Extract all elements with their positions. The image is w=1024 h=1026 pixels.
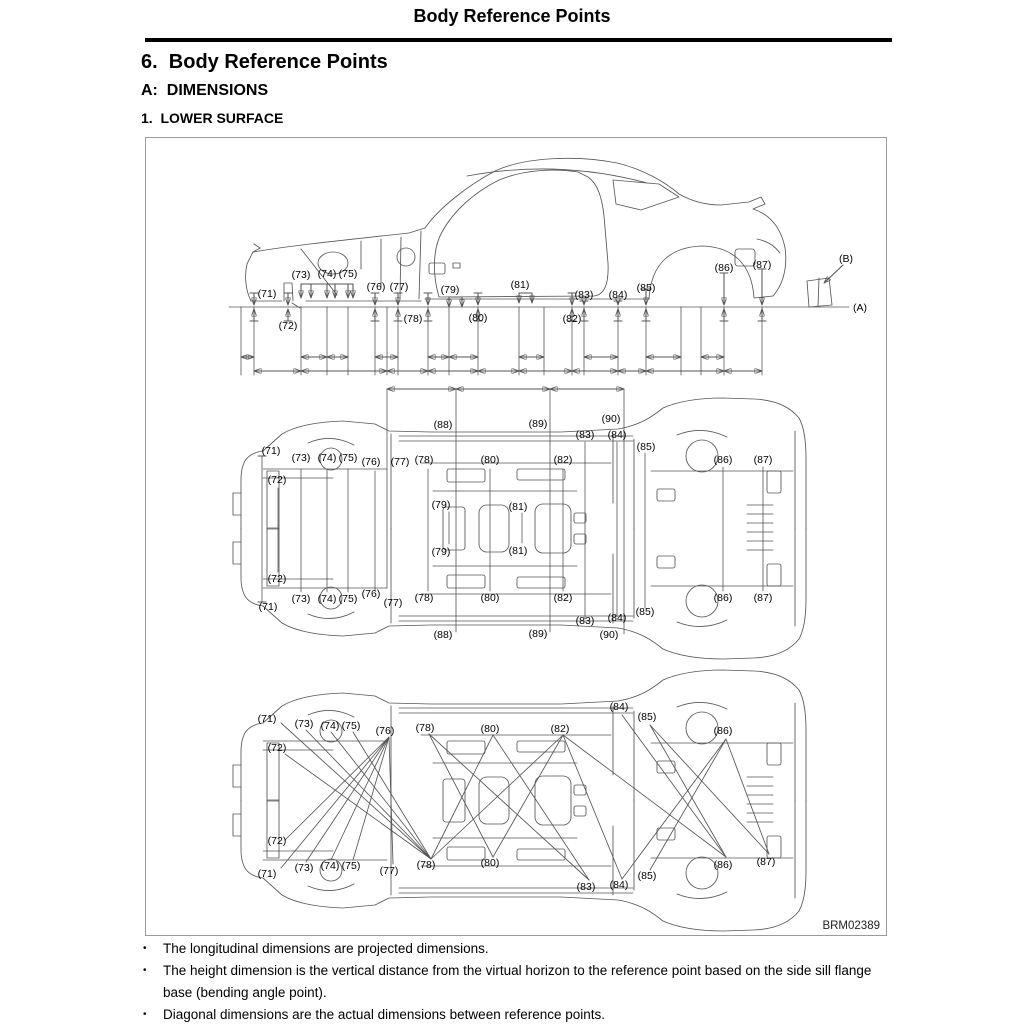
- ref-point-label: (78): [414, 454, 434, 466]
- ref-point-label: (86): [713, 454, 733, 466]
- ref-point-label: (74): [317, 268, 337, 280]
- ref-point-label: (81): [510, 279, 530, 291]
- ref-point-label: (72): [267, 573, 287, 585]
- ref-point-label: (88): [433, 419, 453, 431]
- diagonal-dimension-line: [493, 735, 563, 857]
- ref-point-label: (77): [389, 281, 409, 293]
- bullet-icon: •: [143, 943, 147, 954]
- ref-point-label: (89): [528, 628, 548, 640]
- diagonal-dimension-line: [281, 737, 389, 868]
- ref-point-label: (75): [341, 720, 361, 732]
- ref-point-label: (80): [468, 312, 488, 324]
- diagonal-dimension-line: [650, 739, 726, 870]
- ref-point-label: (85): [636, 282, 656, 294]
- ref-point-label: (75): [338, 452, 358, 464]
- ref-point-label: (72): [267, 474, 287, 486]
- body-reference-points-figure: [146, 138, 888, 937]
- top-view-dimension-overlay: [258, 389, 772, 641]
- ref-point-label: (84): [609, 701, 629, 713]
- ref-point-label: (81): [508, 501, 528, 513]
- note-text: The longitudinal dimensions are projected dimensions.: [163, 941, 489, 956]
- header-divider: [145, 38, 892, 42]
- ref-point-label: (79): [431, 499, 451, 511]
- ref-point-label: (75): [338, 268, 358, 280]
- ref-point-label: (82): [553, 454, 573, 466]
- ref-point-label: (78): [416, 859, 436, 871]
- note-item: [143, 938, 890, 960]
- ref-point-label: (76): [361, 456, 381, 468]
- ref-point-label: (73): [291, 269, 311, 281]
- ref-point-label: (84): [607, 429, 627, 441]
- ref-point-label: (71): [257, 868, 277, 880]
- ref-point-label: (87): [753, 454, 773, 466]
- ref-point-label: (88): [433, 629, 453, 641]
- ref-point-label: (84): [608, 289, 628, 301]
- ref-point-label: (86): [713, 859, 733, 871]
- diagonal-dimension-line: [622, 715, 726, 857]
- ref-point-label: (71): [258, 601, 278, 613]
- figure-box: [145, 137, 887, 936]
- ref-point-label: (82): [553, 592, 573, 604]
- subsection-heading-dimensions: A: DIMENSIONS: [141, 82, 269, 99]
- ref-point-label: (90): [601, 413, 621, 425]
- ref-point-label: (75): [338, 593, 358, 605]
- diagonal-dimension-line: [563, 735, 726, 857]
- ref-point-label: (74): [317, 593, 337, 605]
- ref-point-label: (86): [713, 592, 733, 604]
- ref-point-label: (74): [320, 720, 340, 732]
- ref-point-label: (87): [756, 856, 776, 868]
- ref-point-label: (80): [480, 723, 500, 735]
- ref-point-label: (71): [257, 288, 277, 300]
- note-text: The height dimension is the vertical distance from the virtual horizon to the reference point based on the side sill flange base (bending angle point).: [163, 963, 872, 1000]
- ref-point-label: (75): [341, 860, 361, 872]
- ref-point-label: (74): [320, 860, 340, 872]
- ref-point-label: (85): [636, 441, 656, 453]
- ref-point-label: (80): [480, 454, 500, 466]
- ref-point-label: (78): [414, 592, 434, 604]
- note-item: [143, 1004, 890, 1026]
- ref-point-label: (79): [440, 284, 460, 296]
- ref-point-label: (73): [291, 593, 311, 605]
- ref-point-label: (76): [375, 725, 395, 737]
- diagonal-dimension-line: [285, 737, 389, 840]
- ref-point-label: (80): [480, 592, 500, 604]
- ref-point-label: (72): [267, 835, 287, 847]
- ref-point-label: (82): [562, 313, 582, 325]
- ref-point-label: (74): [317, 452, 337, 464]
- ref-point-label: (71): [261, 445, 281, 457]
- ref-point-label: (77): [379, 865, 399, 877]
- datum-gauge-block: [807, 278, 832, 307]
- bullet-icon: •: [143, 1009, 147, 1020]
- ref-point-label: (83): [575, 615, 595, 627]
- page-title: Body Reference Points: [413, 6, 611, 26]
- ref-point-label: (78): [415, 722, 435, 734]
- ref-point-label: (86): [713, 725, 733, 737]
- ref-point-label: (79): [431, 546, 451, 558]
- section-heading: 6. Body Reference Points: [141, 51, 388, 73]
- note-item: [143, 960, 890, 1004]
- ref-point-label: (B): [839, 253, 853, 265]
- ref-point-label: (72): [267, 742, 287, 754]
- ref-point-label: (76): [366, 281, 386, 293]
- diagonal-dimension-line: [281, 723, 431, 859]
- dimension-line: [824, 265, 843, 283]
- ref-point-label: (80): [480, 857, 500, 869]
- ref-point-label: (A): [853, 302, 867, 314]
- diagonal-dimension-line: [650, 725, 726, 857]
- ref-point-label: (73): [294, 718, 314, 730]
- diagonal-dimension-line: [493, 735, 589, 880]
- ref-point-label: (83): [574, 289, 594, 301]
- side-view-dimension-overlay: [229, 253, 867, 375]
- ref-point-label: (86): [714, 262, 734, 274]
- diagonal-dimension-line: [429, 734, 589, 880]
- ref-point-label: (83): [576, 881, 596, 893]
- ref-point-label: (89): [528, 418, 548, 430]
- side-view-drawing: [246, 158, 832, 308]
- diagonal-dimension-line: [331, 737, 389, 860]
- ref-point-label: (73): [291, 452, 311, 464]
- ref-point-label: (76): [361, 588, 381, 600]
- ref-point-label: (85): [637, 711, 657, 723]
- ref-point-label: (87): [753, 592, 773, 604]
- ref-point-label: (73): [294, 862, 314, 874]
- ref-point-label: (82): [550, 723, 570, 735]
- ref-point-label: (84): [607, 612, 627, 624]
- ref-point-label: (83): [575, 429, 595, 441]
- ref-point-label: (87): [752, 259, 772, 271]
- diagonal-dimension-line: [306, 730, 431, 859]
- figure-code: BRM02389: [822, 920, 880, 932]
- ref-point-label: (78): [403, 313, 423, 325]
- diagonal-dimension-line: [306, 737, 389, 862]
- diagonal-dimension-line: [331, 732, 431, 859]
- ref-point-label: (77): [383, 597, 403, 609]
- ref-point-label: (77): [390, 456, 410, 468]
- ref-point-label: (72): [278, 320, 298, 332]
- notes-list: [143, 938, 890, 1026]
- note-text: Diagonal dimensions are the actual dimensions between reference points.: [163, 1007, 606, 1022]
- underbody-top-view-drawing: [233, 398, 806, 659]
- ref-point-label: (81): [508, 545, 528, 557]
- diagonal-dimension-overlay: [258, 701, 776, 893]
- bullet-icon: •: [143, 965, 147, 976]
- ref-point-label: (84): [609, 879, 629, 891]
- diagonal-dimension-line: [726, 739, 769, 854]
- ref-point-label: (90): [599, 629, 619, 641]
- subsection-heading-lower-surface: 1. LOWER SURFACE: [141, 110, 284, 126]
- ref-point-label: (85): [635, 606, 655, 618]
- ref-point-label: (85): [637, 870, 657, 882]
- ref-point-label: (71): [257, 713, 277, 725]
- diagonal-dimension-line: [429, 734, 493, 857]
